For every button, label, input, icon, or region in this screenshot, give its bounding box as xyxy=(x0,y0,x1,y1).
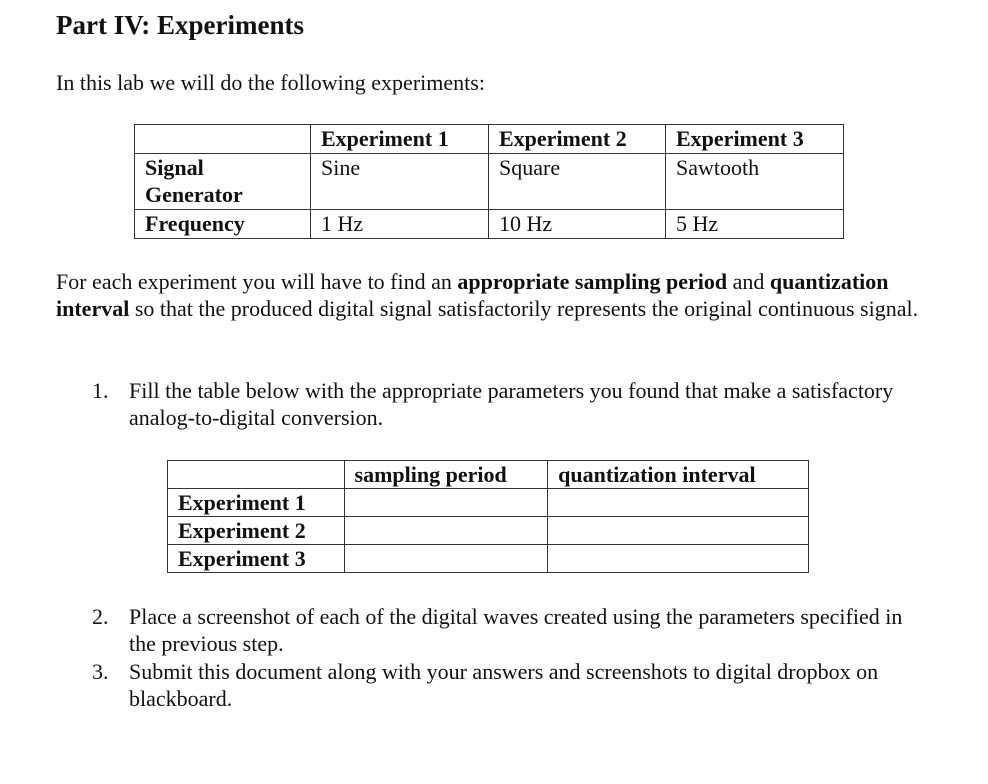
list-text: Fill the table below with the appropriate parameters you found that make a satisfactory analog-to-digital conversion. xyxy=(129,378,894,430)
column-header: Experiment 3 xyxy=(666,125,844,154)
table-cell: Sawtooth xyxy=(666,154,844,210)
list-text: Submit this document along with your answers and screenshots to digital dropbox on blackboard. xyxy=(129,659,879,711)
list-text: Place a screenshot of each of the digital waves created using the parameters specified in the previous step. xyxy=(129,604,903,656)
table-row xyxy=(135,125,844,154)
row-header: Signal Generator xyxy=(135,154,311,210)
intro-text: In this lab we will do the following experiments: xyxy=(56,70,485,95)
table-cell[interactable] xyxy=(344,489,548,517)
paragraph-bold-text: appropriate sampling period xyxy=(457,269,728,294)
table-cell: 1 Hz xyxy=(311,210,489,239)
table-cell[interactable] xyxy=(548,489,809,517)
table-row xyxy=(168,489,809,517)
column-header: Experiment 1 xyxy=(311,125,489,154)
paragraph-bold-text: quantization interval xyxy=(56,269,889,321)
column-header: Experiment 2 xyxy=(489,125,666,154)
table-cell: 5 Hz xyxy=(666,210,844,239)
row-header: Frequency xyxy=(135,210,311,239)
table-row xyxy=(168,545,809,573)
table-cell[interactable] xyxy=(344,517,548,545)
table-cell: Square xyxy=(489,154,666,210)
table-row xyxy=(135,154,844,210)
table-cell: Sine xyxy=(311,154,489,210)
table-row xyxy=(168,517,809,545)
table-cell xyxy=(168,461,345,489)
list-number: 3. xyxy=(92,659,109,684)
experiments-table xyxy=(134,124,844,239)
paragraph-text: and xyxy=(727,269,770,294)
table-row xyxy=(135,210,844,239)
page-title: Part IV: Experiments xyxy=(56,10,304,40)
table-cell[interactable] xyxy=(548,517,809,545)
column-header: quantization interval xyxy=(548,461,809,489)
row-header: Experiment 2 xyxy=(168,517,345,545)
paragraph-text: so that the produced digital signal satisfactorily represents the original continuous signal. xyxy=(129,296,919,321)
list-number: 2. xyxy=(92,604,109,629)
table-cell: 10 Hz xyxy=(489,210,666,239)
table-cell[interactable] xyxy=(548,545,809,573)
column-header: sampling period xyxy=(344,461,548,489)
table-cell[interactable] xyxy=(344,545,548,573)
table-cell xyxy=(135,125,311,154)
parameters-table xyxy=(167,460,809,573)
paragraph-text: For each experiment you will have to find an xyxy=(56,269,458,294)
instructions-paragraph xyxy=(56,268,936,322)
table-row xyxy=(168,461,809,489)
row-header: Experiment 1 xyxy=(168,489,345,517)
list-number: 1. xyxy=(92,378,109,403)
row-header: Experiment 3 xyxy=(168,545,345,573)
